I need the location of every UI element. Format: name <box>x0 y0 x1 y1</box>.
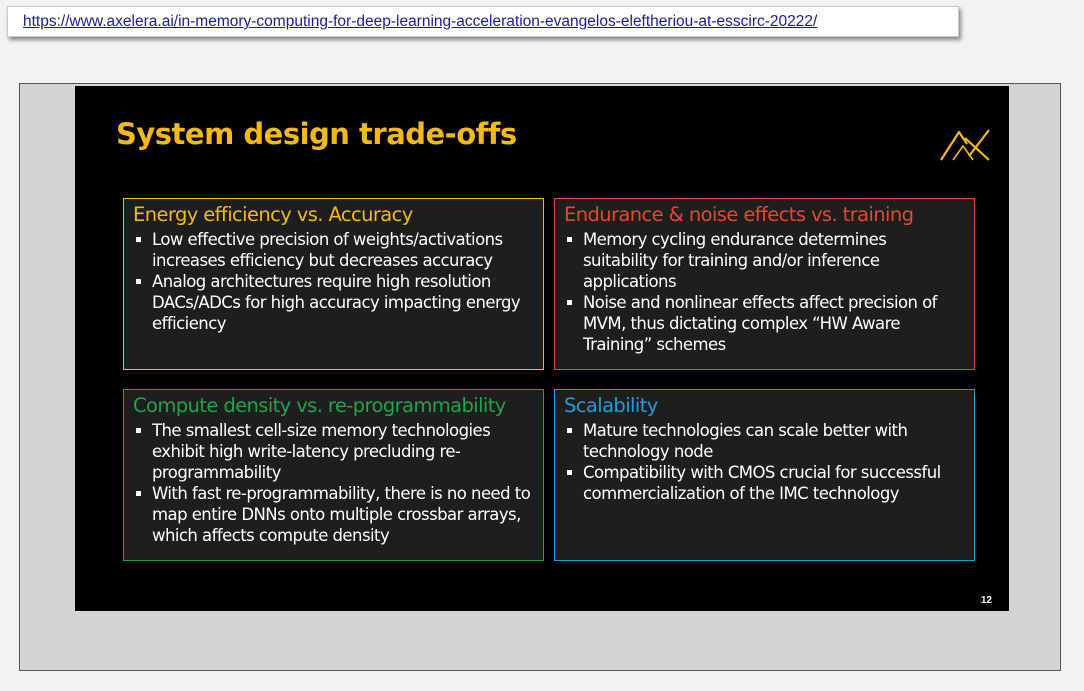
bullet-item: Compatibility with CMOS crucial for successful commercialization of the IMC technology <box>564 462 964 504</box>
bullet-list <box>133 229 533 334</box>
card-density-vs-reprogrammability <box>123 389 544 561</box>
slide <box>75 86 1009 611</box>
bullet-item: Noise and nonlinear effects affect precision of MVM, thus dictating complex “HW Aware Training” schemes <box>564 292 964 355</box>
bullet-list <box>564 420 964 504</box>
card-title: Endurance & noise effects vs. training <box>564 203 914 226</box>
card-title: Compute density vs. re-programmability <box>133 394 506 417</box>
bullet-item: Analog architectures require high resolution DACs/ADCs for high accuracy impacting energy efficiency <box>133 271 533 334</box>
slide-frame <box>19 83 1061 671</box>
card-title: Scalability <box>564 394 658 417</box>
axelera-logo-icon <box>939 126 991 162</box>
bullet-item: The smallest cell-size memory technologies exhibit high write-latency precluding re-programmability <box>133 420 533 483</box>
bullet-item: Low effective precision of weights/activations increases efficiency but decreases accuracy <box>133 229 533 271</box>
card-endurance-vs-training <box>554 198 975 370</box>
bullet-item: Memory cycling endurance determines suitability for training and/or inference applications <box>564 229 964 292</box>
url-box <box>7 6 959 37</box>
slide-title: System design trade-offs <box>116 117 517 151</box>
bullet-list <box>133 420 533 546</box>
card-scalability <box>554 389 975 561</box>
source-url-link[interactable]: https://www.axelera.ai/in-memory-computing-for-deep-learning-acceleration-evangelos-eleftheriou-at-esscirc-20222/ <box>23 13 818 30</box>
bullet-item: Mature technologies can scale better with technology node <box>564 420 964 462</box>
card-energy-vs-accuracy <box>123 198 544 370</box>
card-title: Energy efficiency vs. Accuracy <box>133 203 413 226</box>
slide-page-number: 12 <box>980 595 992 606</box>
bullet-item: With fast re-programmability, there is no need to map entire DNNs onto multiple crossbar arrays, which affects compute density <box>133 483 533 546</box>
bullet-list <box>564 229 964 355</box>
